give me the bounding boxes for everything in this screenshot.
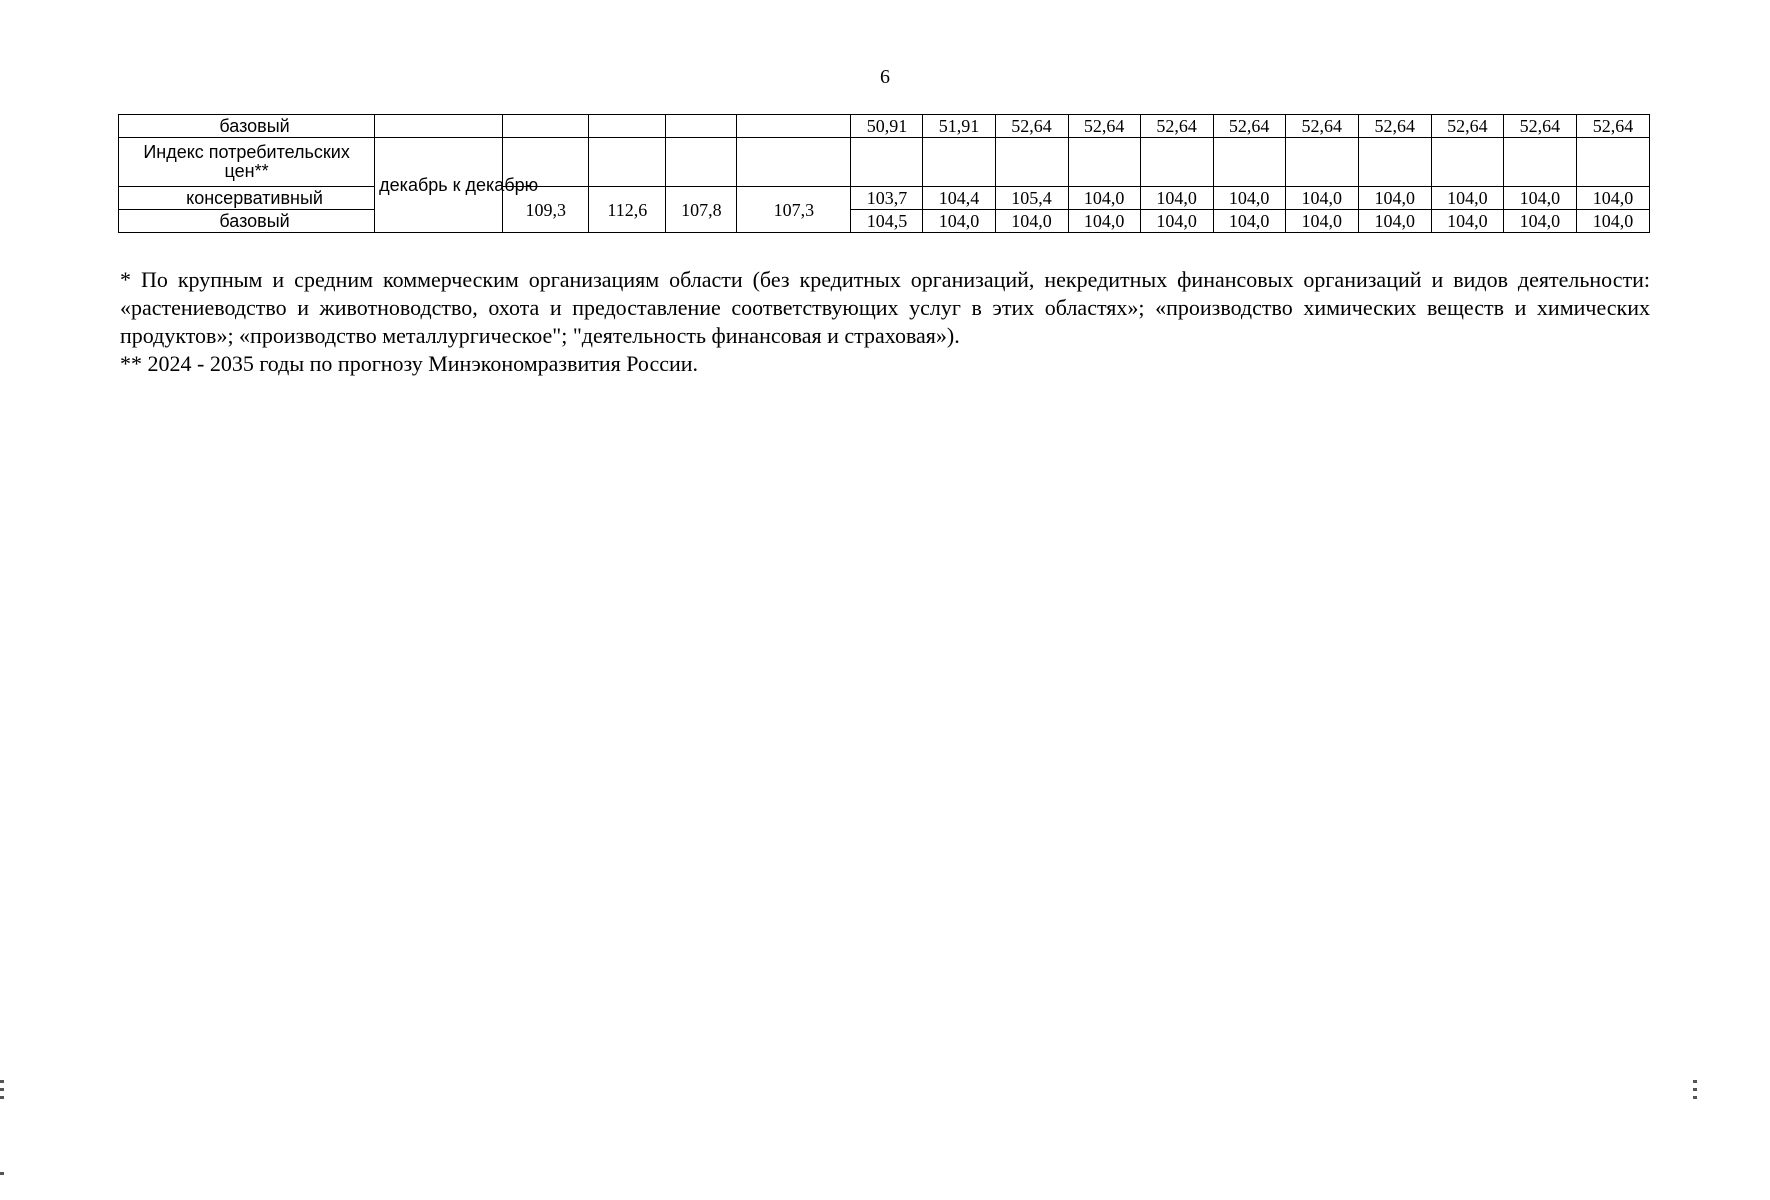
empty-cell [1358, 138, 1431, 187]
forecast-table [118, 114, 1650, 233]
table-row [119, 187, 1650, 210]
empty-cell [589, 138, 666, 187]
value-cell: 104,0 [995, 210, 1068, 233]
footnote-1: * По крупным и средним коммерческим организациям области (без кредитных организаций, некредитных финансовых организаций и видов деятельности: «растениеводство и животноводство, охота и предоставление соответствующих услуг в этих областях»; «производство химических веществ и химических продуктов»; «производство металлургическое"; "деятельность финансовая и страховая»). [120, 267, 1650, 348]
value-cell: 104,4 [923, 187, 995, 210]
table-row [119, 210, 1650, 233]
row-label-cpi: Индекс потребительских цен** [119, 138, 375, 187]
row-label-base-exchange: базовый [119, 115, 375, 138]
value-cell: 52,64 [1213, 115, 1285, 138]
row-label-cpi-base: базовый [119, 210, 375, 233]
empty-cell [666, 138, 737, 187]
empty-cell [1576, 138, 1649, 187]
value-cell: 104,5 [851, 210, 923, 233]
empty-cell [1213, 138, 1285, 187]
history-value-cell: 112,6 [589, 187, 666, 233]
value-cell: 52,64 [1358, 115, 1431, 138]
history-value-cell: 107,3 [737, 187, 851, 233]
value-cell: 104,0 [1576, 187, 1649, 210]
value-cell: 104,0 [1285, 187, 1358, 210]
scan-edge-mark [0, 1088, 4, 1091]
value-cell: 52,64 [1140, 115, 1213, 138]
value-cell: 104,0 [1503, 187, 1576, 210]
value-cell: 50,91 [851, 115, 923, 138]
value-cell: 52,64 [1431, 115, 1503, 138]
value-cell: 104,0 [1431, 187, 1503, 210]
value-cell: 52,64 [1068, 115, 1140, 138]
scan-edge-mark [0, 1080, 4, 1083]
value-cell: 103,7 [851, 187, 923, 210]
empty-cell [737, 115, 851, 138]
value-cell: 104,0 [1503, 210, 1576, 233]
value-cell: 52,64 [995, 115, 1068, 138]
empty-cell [666, 115, 737, 138]
value-cell: 104,0 [1358, 187, 1431, 210]
history-value-cell: 107,8 [666, 187, 737, 233]
empty-cell [995, 138, 1068, 187]
empty-cell [589, 115, 666, 138]
value-cell: 104,0 [1213, 187, 1285, 210]
scan-edge-mark [0, 1096, 4, 1099]
scan-edge-mark [1693, 1080, 1697, 1083]
value-cell: 104,0 [923, 210, 995, 233]
table-row [119, 115, 1650, 138]
unit-cell: декабрь к декабрю [375, 138, 503, 233]
row-label-cpi-conservative: консервативный [119, 187, 375, 210]
page-number: 6 [880, 66, 890, 88]
empty-cell [503, 115, 589, 138]
value-cell: 52,64 [1503, 115, 1576, 138]
value-cell: 104,0 [1140, 210, 1213, 233]
value-cell: 52,64 [1285, 115, 1358, 138]
value-cell: 104,0 [1068, 210, 1140, 233]
empty-cell [1285, 138, 1358, 187]
value-cell: 51,91 [923, 115, 995, 138]
value-cell: 104,0 [1140, 187, 1213, 210]
footnote-2: ** 2024 - 2035 годы по прогнозу Минэкономразвития России. [120, 351, 699, 376]
empty-cell [737, 138, 851, 187]
value-cell: 104,0 [1213, 210, 1285, 233]
empty-cell [375, 115, 503, 138]
empty-cell [1503, 138, 1576, 187]
history-value-cell: 109,3 [503, 187, 589, 233]
empty-cell [851, 138, 923, 187]
empty-cell [1140, 138, 1213, 187]
scan-edge-mark [1693, 1088, 1697, 1091]
empty-cell [923, 138, 995, 187]
value-cell: 105,4 [995, 187, 1068, 210]
scan-edge-mark [1693, 1096, 1697, 1099]
value-cell: 104,0 [1576, 210, 1649, 233]
empty-cell [1431, 138, 1503, 187]
value-cell: 104,0 [1068, 187, 1140, 210]
footnotes [120, 266, 1650, 378]
scan-edge-mark [0, 1172, 4, 1175]
empty-cell [1068, 138, 1140, 187]
value-cell: 104,0 [1358, 210, 1431, 233]
value-cell: 52,64 [1576, 115, 1649, 138]
value-cell: 104,0 [1285, 210, 1358, 233]
value-cell: 104,0 [1431, 210, 1503, 233]
table-row [119, 138, 1650, 187]
